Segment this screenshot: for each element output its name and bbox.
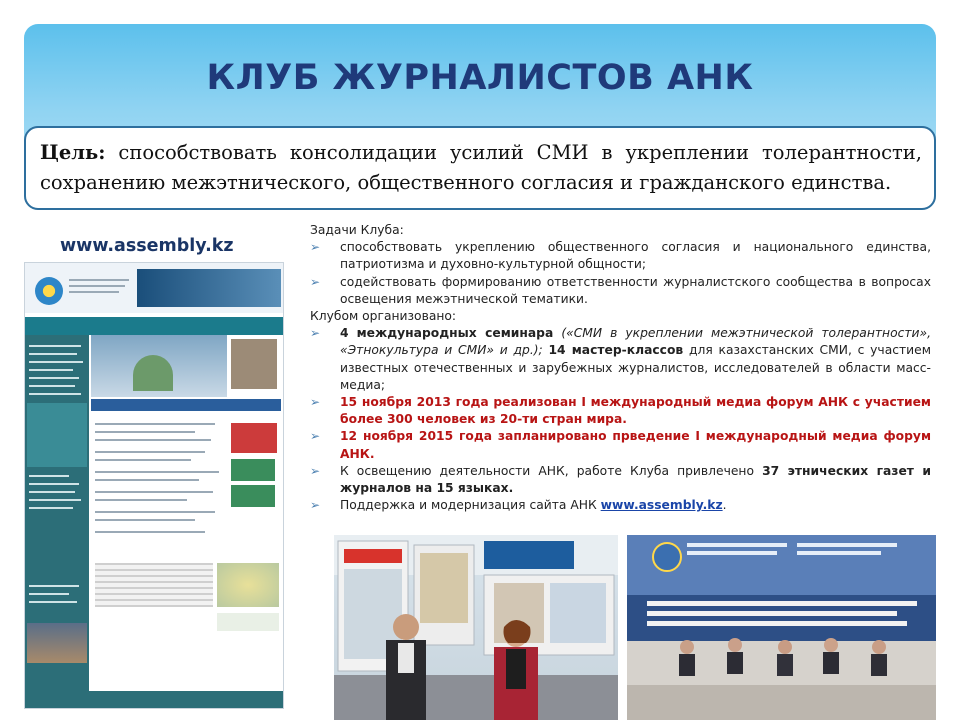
site-green-block: [231, 459, 275, 481]
site-header: [25, 263, 283, 313]
site-partner-logo: [217, 613, 279, 631]
exhibition-photo: [334, 535, 618, 720]
tasks-block: [310, 222, 931, 514]
bullet-arrow-icon: ➢: [310, 240, 321, 255]
organized-item: ➢ 12 ноября 2015 года запланировано прведение I международный медиа форум АНК.: [310, 429, 931, 461]
site-top-banner: [137, 269, 281, 307]
website-screenshot: [24, 262, 284, 709]
site-green-block: [231, 485, 275, 507]
bullet-arrow-icon: ➢: [310, 395, 321, 410]
bullet-arrow-icon: ➢: [310, 498, 321, 513]
bullet-arrow-icon: ➢: [310, 274, 321, 289]
site-newspaper-image: [95, 563, 213, 607]
site-announcement-bar: [91, 399, 281, 411]
site-link[interactable]: www.assembly.kz: [600, 498, 723, 513]
site-url-caption: www.assembly.kz: [60, 236, 234, 256]
slide-title: КЛУБ ЖУРНАЛИСТОВ АНК: [206, 58, 754, 98]
bullet-arrow-icon: ➢: [310, 326, 321, 341]
bullet-arrow-icon: ➢: [310, 429, 321, 444]
site-nav-bar: [25, 317, 283, 335]
site-people-photo: [27, 623, 87, 663]
organized-item: ➢ Поддержка и модернизация сайта АНК www.assembly.kz.: [310, 497, 931, 514]
site-map-image: [217, 563, 279, 607]
site-news-list: [95, 415, 225, 545]
organized-item: ➢ 15 ноября 2013 года реализован I международный медиа форум АНК с участием более 300 человек из 20-ти стран мира.: [310, 395, 931, 427]
site-calendar: [27, 403, 87, 467]
goal-text: способствовать консолидации усилий СМИ в укреплении толерантности, сохранению межэтнического, общественного согласия и гражданского единства.: [40, 141, 922, 194]
organized-item: ➢ К освещению деятельности АНК, работе Клуба привлечено 37 этнических газет и журналов на 15 языках.: [310, 463, 931, 496]
site-dome-shape: [133, 355, 173, 391]
organized-item: ➢ 4 международных семинара («СМИ в укреплении межэтнической толерантности», «Этнокультура и СМИ» и др.); 14 мастер-классов для казахстанских СМИ, с участием известных отечественных и зарубежных журналистов, исследователей в области масс-медиа;: [310, 326, 932, 392]
site-red-badge: [231, 423, 277, 453]
forum-photo: [627, 535, 936, 720]
tasks-heading: Задачи Клуба:: [310, 223, 404, 237]
site-portrait-photo: [231, 339, 277, 389]
bullet-arrow-icon: ➢: [310, 463, 321, 478]
task-item: ➢ содействовать формированию ответственности журналистского сообщества в вопросах освещения межэтнической тематики.: [310, 274, 931, 306]
site-logo-icon: [35, 277, 63, 305]
goal-label: Цель:: [40, 141, 106, 164]
site-footer: [25, 691, 283, 708]
organized-heading: Клубом организовано:: [310, 309, 457, 324]
goal-box: [24, 126, 936, 210]
task-item: ➢ способствовать укреплению общественного согласия и национального единства, патриотизма и духовно-культурной общности;: [310, 240, 931, 272]
